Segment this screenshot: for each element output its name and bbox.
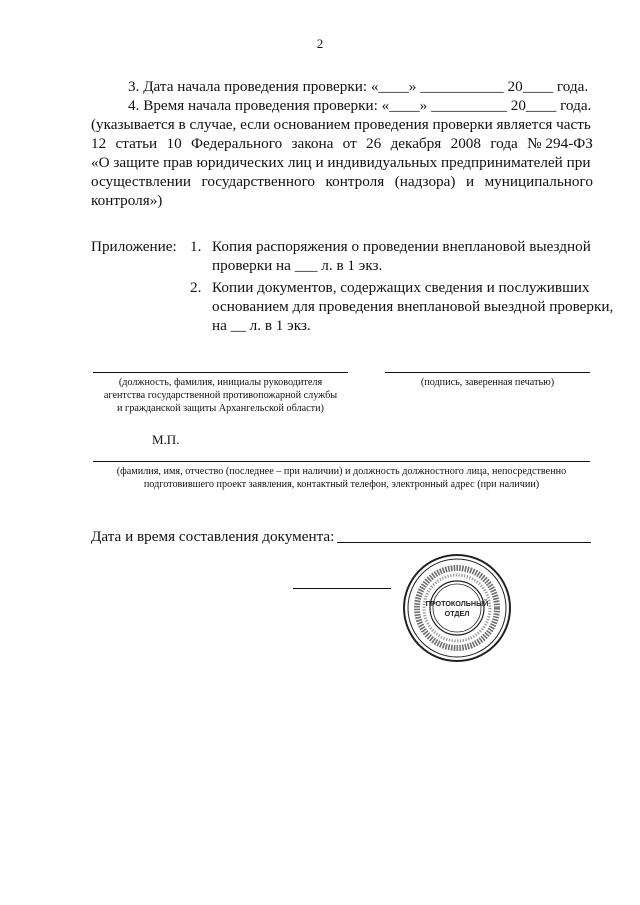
note-word: 12 [91, 135, 107, 152]
note-word: контроля [325, 173, 385, 190]
seal-center-line-1: ПРОТОКОЛЬНЫЙ [425, 599, 489, 608]
item-4-start-time: 4. Время начала проведения проверки: «____» __________ 20____ года. [128, 97, 592, 114]
note-word: и [465, 173, 475, 190]
head-signature-line [93, 372, 348, 373]
head-caption-line-3: и гражданской защиты Архангельской области) [117, 403, 324, 414]
note-line-2 [91, 134, 593, 153]
seal-center-line-2: ОТДЕЛ [444, 609, 470, 618]
note-word: Федерального [191, 135, 283, 152]
signature-caption: (подпись, заверенная печатью) [420, 377, 555, 388]
note-word: закона [291, 135, 334, 152]
attachment-1-line-1: Копия распоряжения о проведении внеплановой выездной [212, 238, 591, 255]
preparer-line [93, 461, 590, 462]
note-word: 2008 [450, 135, 481, 152]
head-caption-line-1: (должность, фамилия, инициалы руководителя [118, 377, 323, 388]
attachment-2-line-3: на __ л. в 1 экз. [212, 317, 311, 334]
attachment-2-line-1: Копии документов, содержащих сведения и послуживших [212, 279, 590, 296]
attachment-1-line-2: проверки на ___ л. в 1 экз. [212, 257, 383, 274]
note-word: года [490, 135, 518, 152]
date-time-label: Дата и время составления документа: [91, 528, 335, 545]
stamp-place-label: М.П. [152, 432, 180, 447]
note-word: (надзора) [394, 173, 456, 190]
note-line-4 [91, 172, 593, 191]
attachment-1-number: 1. [190, 238, 202, 255]
note-word: 26 [366, 135, 382, 152]
signature-line [385, 372, 590, 373]
note-word: декабря [390, 135, 442, 152]
attachment-2-number: 2. [190, 279, 202, 296]
note-line-1: (указывается в случае, если основанием проведения проверки является часть [91, 116, 591, 133]
page-number: 2 [316, 36, 324, 51]
official-signature-line [293, 588, 391, 589]
note-word: от [342, 135, 357, 152]
attachments-label: Приложение: [91, 238, 177, 255]
date-time-line [337, 542, 591, 543]
head-caption-line-2: агентства государственной противопожарной службы [103, 390, 338, 401]
note-word: статьи [115, 135, 158, 152]
note-line-5: контроля») [91, 192, 163, 209]
attachment-2-line-2: основанием для проведения внеплановой выездной проверки, [212, 298, 614, 315]
item-3-start-date: 3. Дата начала проведения проверки: «____» ___________ 20____ года. [128, 78, 589, 95]
note-word: муниципального [484, 173, 593, 190]
note-line-3: «О защите прав юридических лиц и индивидуальных предпринимателей при [91, 154, 591, 171]
note-word: государственного [201, 173, 316, 190]
seal-graphic [402, 553, 512, 663]
note-word: 10 [166, 135, 182, 152]
note-word: осуществлении [91, 173, 191, 190]
note-word: № 294-ФЗ [527, 135, 593, 152]
seal-stamp-icon [402, 553, 512, 663]
preparer-caption-line-1: (фамилия, имя, отчество (последнее – при наличии) и должность должностного лица, непосредственно [116, 466, 567, 477]
preparer-caption-line-2: подготовившего проект заявления, контактный телефон, электронный адрес (при наличии) [143, 479, 540, 490]
